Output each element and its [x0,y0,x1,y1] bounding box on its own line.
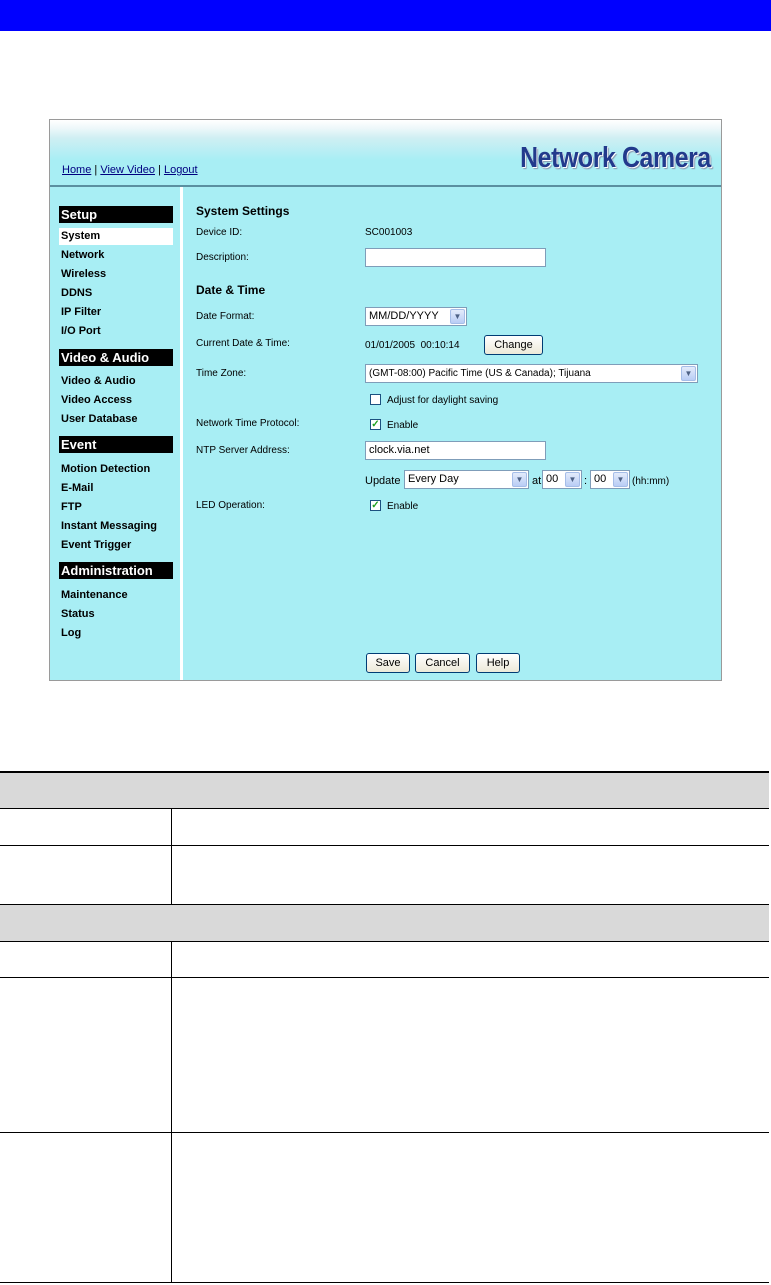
sidebar-item-email[interactable]: E-Mail [61,482,94,494]
table-row [0,808,769,845]
led-enable-checkbox[interactable]: ✓ [371,500,380,511]
save-button[interactable]: Save [366,653,410,673]
sidebar-item-wireless[interactable]: Wireless [61,268,107,280]
view-video-link[interactable]: View Video [100,164,155,176]
ntp-server-input[interactable]: clock.via.net [365,441,546,460]
table-row [0,845,769,904]
sidebar-item-log[interactable]: Log [61,627,82,639]
current-datetime-value: 01/01/2005 00:10:14 [365,340,460,351]
minute-select[interactable] [590,470,630,489]
sidebar-item-event-trigger[interactable]: Event Trigger [61,539,132,551]
time-zone-select[interactable] [365,364,698,383]
device-id-label: Device ID: [196,227,243,238]
description-input[interactable] [365,248,546,267]
update-frequency-value: Every Day [408,473,459,485]
chevron-down-icon: ▼ [512,472,527,487]
at-label: at [532,475,542,487]
sidebar-item-video-audio[interactable]: Video & Audio [61,375,136,387]
sidebar-item-ftp[interactable]: FTP [61,501,82,513]
web-ui-panel [49,119,722,681]
daylight-saving-checkbox[interactable] [370,394,381,405]
home-link[interactable]: Home [62,164,92,176]
system-settings-heading: System Settings [196,204,290,218]
ntp-enable-checkbox[interactable]: ✓ [371,419,380,430]
header-links: Home | View Video | Logout [62,164,198,176]
brand-logo: Network Camera [520,142,711,174]
date-format-label: Date Format: [196,311,255,322]
table-section-header [0,771,769,808]
led-operation-label: LED Operation: [196,500,265,511]
sidebar-section-administration: Administration [59,562,173,579]
page-header [50,120,721,185]
sidebar-item-instant-messaging[interactable]: Instant Messaging [61,520,157,532]
device-id-value: SC001003 [365,227,413,238]
main-content [186,187,721,680]
ntp-server-label: NTP Server Address: [196,445,290,456]
daylight-saving-label: Adjust for daylight saving [387,395,499,406]
table-section-header [0,904,769,941]
chevron-down-icon: ▼ [681,366,696,381]
sidebar-item-ddns[interactable]: DDNS [61,287,93,299]
sidebar-section-event: Event [59,436,173,453]
current-datetime-label: Current Date & Time: [196,338,290,349]
cancel-button[interactable]: Cancel [415,653,470,673]
hour-value: 00 [546,473,559,485]
chevron-down-icon: ▼ [450,309,465,324]
date-time-heading: Date & Time [196,283,266,297]
logout-link[interactable]: Logout [163,164,198,176]
sidebar-section-setup: Setup [59,206,173,223]
sidebar [50,187,183,680]
time-zone-value: (GMT-08:00) Pacific Time (US & Canada); Tijuana [369,368,591,379]
table-row [0,941,769,977]
sidebar-item-ip-filter[interactable]: IP Filter [61,306,102,318]
hour-select[interactable] [542,470,582,489]
date-format-value: MM/DD/YYYY [369,310,439,322]
sidebar-section-video-audio: Video & Audio [59,349,173,366]
sidebar-item-status[interactable]: Status [61,608,95,620]
help-button[interactable]: Help [476,653,520,673]
table-row [0,1132,769,1282]
table-bottom-border [0,1282,769,1283]
sidebar-item-video-access[interactable]: Video Access [61,394,132,406]
time-colon: : [584,475,588,487]
sidebar-item-system[interactable]: System [59,228,173,245]
time-format-hint: (hh:mm) [632,476,670,487]
time-zone-label: Time Zone: [196,368,247,379]
date-format-select[interactable] [365,307,467,326]
ntp-label: Network Time Protocol: [196,418,300,429]
ntp-enable-label: Enable [387,420,419,431]
change-button[interactable]: Change [484,335,543,355]
chevron-down-icon: ▼ [613,472,628,487]
minute-value: 00 [594,473,607,485]
led-enable-label: Enable [387,501,419,512]
sidebar-item-network[interactable]: Network [61,249,105,261]
sidebar-item-maintenance[interactable]: Maintenance [61,589,128,601]
sidebar-item-user-database[interactable]: User Database [61,413,138,425]
update-frequency-select[interactable] [404,470,529,489]
chevron-down-icon: ▼ [565,472,580,487]
description-label: Description: [196,252,249,263]
document-top-bar [0,0,771,31]
table-row [0,977,769,1132]
sidebar-item-motion-detection[interactable]: Motion Detection [61,463,151,475]
update-label: Update [365,475,401,487]
sidebar-item-io-port[interactable]: I/O Port [61,325,101,337]
